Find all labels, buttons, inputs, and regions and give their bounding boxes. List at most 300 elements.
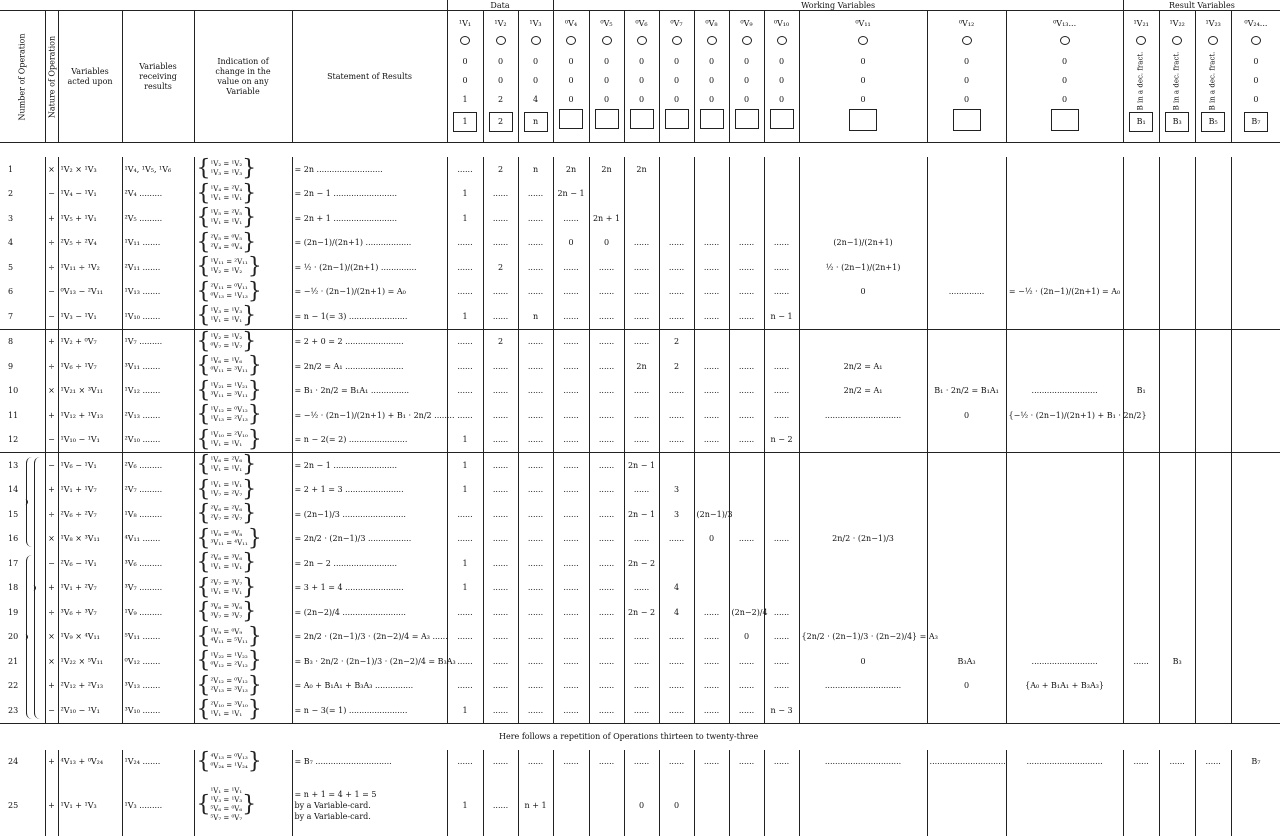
variable-value bbox=[927, 182, 1006, 207]
variable-value bbox=[694, 182, 729, 207]
variable-value bbox=[589, 182, 624, 207]
variable-value: 2n − 1 bbox=[553, 182, 589, 207]
variable-value bbox=[927, 354, 1006, 379]
left-brace-icon: { bbox=[196, 748, 211, 774]
initial-value: 0 bbox=[743, 57, 750, 66]
operation-row bbox=[0, 551, 1280, 576]
variable-value bbox=[799, 576, 927, 601]
variables-acted: ¹V₂ + ⁰V₇ bbox=[58, 329, 122, 354]
variable-value: ...... bbox=[483, 649, 518, 674]
variable-value: 0 bbox=[799, 649, 927, 674]
variable-column-header bbox=[799, 11, 927, 143]
variable-value: ...... bbox=[589, 329, 624, 354]
variable-value: ...... bbox=[589, 403, 624, 428]
variable-value: ...... bbox=[483, 551, 518, 576]
variables-receiving: ²V₁₀ ....... bbox=[122, 428, 194, 453]
variable-value: .............. bbox=[927, 280, 1006, 305]
indication-line: ²V₁₃ = ³V₁₃ bbox=[210, 685, 248, 694]
variable-value: ...... bbox=[483, 674, 518, 699]
statement-of-results: = A₀ + B₁A₁ + B₃A₃ ............... bbox=[292, 674, 447, 699]
column-circle-icon bbox=[1251, 36, 1261, 45]
variable-value: ...... bbox=[589, 649, 624, 674]
operation-nature: + bbox=[45, 478, 58, 503]
right-brace-icon: } bbox=[247, 525, 262, 551]
variable-value: ...... bbox=[764, 379, 799, 404]
indication-line: ¹V₂₁ = ¹V₂₁ bbox=[210, 381, 248, 390]
initial-value: 0 bbox=[708, 76, 715, 85]
variable-value: 2 bbox=[483, 329, 518, 354]
right-brace-icon: } bbox=[247, 697, 262, 723]
operation-nature: + bbox=[45, 774, 58, 836]
variable-column-header bbox=[1006, 11, 1123, 143]
indication-line: ¹V₈ = ⁰V₈ bbox=[210, 529, 243, 538]
spacer-row bbox=[0, 143, 1280, 158]
variable-value: 2n bbox=[624, 354, 659, 379]
variable-value: ...... bbox=[764, 649, 799, 674]
variable-value bbox=[927, 698, 1006, 723]
variable-value bbox=[799, 478, 927, 503]
indication-line: ¹V₁ = ¹V₁ bbox=[210, 465, 243, 474]
variable-value: ...... bbox=[483, 600, 518, 625]
operation-nature: + bbox=[45, 674, 58, 699]
variable-value: ...... bbox=[553, 304, 589, 329]
column-circle-icon bbox=[602, 36, 612, 45]
indication-line: ⁴V₁₁ = ⁵V₁₁ bbox=[210, 636, 248, 645]
variable-value bbox=[1231, 280, 1280, 305]
variable-value bbox=[659, 157, 694, 182]
statement-line: by a Variable-card. bbox=[294, 811, 371, 821]
statement-of-results: = ½ · (2n−1)/(2n+1) .............. bbox=[292, 255, 447, 280]
right-brace-icon: } bbox=[247, 377, 262, 403]
indication-line: ¹V₆ = ²V₆ bbox=[210, 456, 243, 465]
operation-row bbox=[0, 280, 1280, 305]
variables-acted: ¹V₁₁ ÷ ¹V₂ bbox=[58, 255, 122, 280]
variable-value bbox=[1006, 182, 1123, 207]
variable-value bbox=[729, 206, 764, 231]
variable-value: ...... bbox=[659, 625, 694, 650]
variable-name: ⁰V₂₄... bbox=[1244, 19, 1268, 28]
column-circle-icon bbox=[1172, 36, 1182, 45]
variable-value: ...... bbox=[447, 600, 483, 625]
variable-value: ...... bbox=[729, 750, 764, 775]
variable-value bbox=[1195, 379, 1231, 404]
variable-value bbox=[1231, 255, 1280, 280]
indication-cell bbox=[194, 206, 292, 231]
operation-nature: × bbox=[45, 379, 58, 404]
variable-value bbox=[1006, 551, 1123, 576]
variable-value: 2 bbox=[483, 255, 518, 280]
variable-value bbox=[1123, 551, 1159, 576]
operation-number: 17 bbox=[8, 558, 19, 568]
left-brace-icon: { bbox=[196, 501, 211, 527]
variable-value bbox=[1159, 255, 1195, 280]
variable-name: ⁰V₆ bbox=[635, 19, 648, 28]
variable-value: ...... bbox=[553, 600, 589, 625]
variable-value: 2n + 1 bbox=[589, 206, 624, 231]
variable-value bbox=[799, 698, 927, 723]
variables-receiving: ¹V₁₀ ....... bbox=[122, 304, 194, 329]
variable-value: = −½ · (2n−1)/(2n+1) = A₀ bbox=[1006, 280, 1123, 305]
value-box: n bbox=[524, 112, 548, 132]
variable-value: ...... bbox=[518, 750, 553, 775]
variable-value: ...... bbox=[729, 428, 764, 453]
variable-value: 0 bbox=[927, 674, 1006, 699]
variables-receiving: ²V₁₁ ....... bbox=[122, 255, 194, 280]
indication-cell bbox=[194, 750, 292, 775]
variables-receiving: ⁵V₁₁ ....... bbox=[122, 625, 194, 650]
variable-value: 2 bbox=[659, 354, 694, 379]
initial-value: 0 bbox=[963, 76, 970, 85]
variable-value: .......................... bbox=[1006, 649, 1123, 674]
variable-value: ...... bbox=[764, 750, 799, 775]
value-box bbox=[1051, 109, 1079, 131]
variable-value: ...... bbox=[589, 750, 624, 775]
variable-value: ...... bbox=[553, 206, 589, 231]
variable-value: ...... bbox=[659, 280, 694, 305]
statement-of-results: = 2n/2 · (2n−1)/3 ................. bbox=[292, 527, 447, 552]
variable-value: ...... bbox=[624, 231, 659, 256]
variable-value: B₁ bbox=[1123, 379, 1159, 404]
initial-value: 0 bbox=[778, 76, 785, 85]
operation-nature: × bbox=[45, 625, 58, 650]
variable-value: B₇ bbox=[1231, 750, 1280, 775]
variable-vertical-note: B in a dec. fract. bbox=[1136, 51, 1145, 110]
variable-value: ...... bbox=[764, 231, 799, 256]
variable-value: ...... bbox=[659, 428, 694, 453]
variable-value: ...... bbox=[729, 280, 764, 305]
operation-number: 23 bbox=[0, 698, 45, 723]
variable-value bbox=[927, 527, 1006, 552]
variable-value: .............................. bbox=[799, 750, 927, 775]
column-circle-icon bbox=[566, 36, 576, 45]
variables-receiving: ³V₁₀ ....... bbox=[122, 698, 194, 723]
variable-value bbox=[927, 231, 1006, 256]
statement-of-results: = 2n − 1 ......................... bbox=[292, 453, 447, 478]
variable-value: ...... bbox=[483, 478, 518, 503]
variable-value bbox=[1231, 182, 1280, 207]
variable-value: 2n bbox=[589, 157, 624, 182]
variable-value: n + 1 bbox=[518, 774, 553, 836]
variable-value bbox=[927, 600, 1006, 625]
operation-row bbox=[0, 625, 1280, 650]
variable-value bbox=[1159, 625, 1195, 650]
variable-value: ...... bbox=[518, 551, 553, 576]
variable-value bbox=[927, 206, 1006, 231]
variable-name: ⁰V₁₃... bbox=[1053, 19, 1077, 28]
operation-number: 11 bbox=[8, 410, 19, 420]
variable-value bbox=[1159, 551, 1195, 576]
variable-value: 0 bbox=[729, 625, 764, 650]
variable-value: ...... bbox=[659, 231, 694, 256]
variable-value bbox=[1006, 625, 1123, 650]
variable-value: ...... bbox=[694, 625, 729, 650]
variable-value: ...... bbox=[553, 280, 589, 305]
statement-of-results: = 2n/2 · (2n−1)/3 · (2n−2)/4 = A₃ ...... bbox=[292, 625, 447, 650]
variable-value: ...... bbox=[589, 698, 624, 723]
indication-cell bbox=[194, 674, 292, 699]
variable-value bbox=[1195, 625, 1231, 650]
variable-value: ...... bbox=[518, 453, 553, 478]
variable-value: 2n bbox=[624, 157, 659, 182]
operation-row bbox=[0, 674, 1280, 699]
variable-value bbox=[1231, 502, 1280, 527]
variables-acted: ¹V₁₂ + ¹V₁₃ bbox=[58, 403, 122, 428]
variable-value: ...... bbox=[659, 255, 694, 280]
variable-value bbox=[1231, 379, 1280, 404]
variable-value: ...... bbox=[624, 403, 659, 428]
initial-value: 0 bbox=[497, 57, 504, 66]
variables-acted: ¹V₃ − ¹V₁ bbox=[58, 304, 122, 329]
indication-line: ¹V₁₁ = ²V₁₁ bbox=[210, 258, 248, 267]
variable-value bbox=[1195, 354, 1231, 379]
value-box: B₅ bbox=[1201, 112, 1225, 132]
statement-of-results: = n − 2(= 2) ....................... bbox=[292, 428, 447, 453]
variable-value bbox=[659, 206, 694, 231]
indication-line: ¹V₁ = ¹V₁ bbox=[210, 193, 243, 202]
variables-receiving: ²V₅ ......... bbox=[122, 206, 194, 231]
variable-value: ...... bbox=[483, 576, 518, 601]
initial-value: 0 bbox=[860, 76, 866, 85]
variables-receiving: ¹V₁₃ ....... bbox=[122, 280, 194, 305]
indication-line: ²V₁₂ = ⁰V₁₂ bbox=[210, 676, 248, 685]
variable-value: ...... bbox=[483, 750, 518, 775]
variable-value: ...... bbox=[764, 280, 799, 305]
variables-receiving: ³V₇ ......... bbox=[122, 576, 194, 601]
indication-cell bbox=[194, 625, 292, 650]
variable-value: ...... bbox=[447, 354, 483, 379]
variable-name: ¹V₁ bbox=[458, 19, 472, 28]
variable-value: 2n/2 = A₁ bbox=[799, 379, 927, 404]
initial-value: 0 bbox=[673, 57, 680, 66]
operation-number: 22 bbox=[8, 681, 19, 691]
variable-value: ...... bbox=[694, 354, 729, 379]
variable-value bbox=[1159, 576, 1195, 601]
operation-nature: + bbox=[45, 576, 58, 601]
variable-value: n − 3 bbox=[764, 698, 799, 723]
initial-value: 0 bbox=[638, 76, 645, 85]
variable-value: ...... bbox=[694, 379, 729, 404]
left-brace-icon: { bbox=[196, 574, 211, 600]
initial-value: 0 bbox=[778, 57, 785, 66]
variables-receiving: ¹V₉ ......... bbox=[122, 600, 194, 625]
initial-value: 0 bbox=[603, 95, 610, 104]
variable-value bbox=[1006, 502, 1123, 527]
variable-value bbox=[1123, 502, 1159, 527]
column-circle-icon bbox=[531, 36, 541, 45]
variable-value: ...... bbox=[764, 354, 799, 379]
indication-cell bbox=[194, 478, 292, 503]
variable-value bbox=[1006, 428, 1123, 453]
variable-value: ...... bbox=[553, 255, 589, 280]
variable-value: ...... bbox=[764, 674, 799, 699]
variable-value: .............................. bbox=[1006, 750, 1123, 775]
variable-value: 1 bbox=[447, 428, 483, 453]
variable-value: ...... bbox=[518, 649, 553, 674]
variable-value: ...... bbox=[659, 379, 694, 404]
variable-value: ...... bbox=[447, 403, 483, 428]
operation-row bbox=[0, 698, 1280, 723]
operation-number: 16 bbox=[8, 534, 19, 544]
initial-value: 0 bbox=[497, 76, 504, 85]
variables-receiving: ²V₆ ......... bbox=[122, 453, 194, 478]
variable-value: ...... bbox=[659, 698, 694, 723]
indication-line: ¹V₂ = ¹V₂ bbox=[210, 267, 243, 276]
variable-value: ...... bbox=[694, 280, 729, 305]
value-box: B₃ bbox=[1165, 112, 1189, 132]
indication-cell bbox=[194, 502, 292, 527]
variable-value: ...... bbox=[483, 698, 518, 723]
indication-cell bbox=[194, 649, 292, 674]
variable-value: ...... bbox=[553, 329, 589, 354]
variable-value bbox=[1231, 304, 1280, 329]
operation-row bbox=[0, 774, 1280, 836]
operation-row bbox=[0, 502, 1280, 527]
variable-value bbox=[1195, 206, 1231, 231]
operation-nature: − bbox=[45, 304, 58, 329]
variable-value bbox=[799, 551, 927, 576]
variable-value bbox=[764, 157, 799, 182]
operation-row bbox=[0, 329, 1280, 354]
variable-value: ...... bbox=[518, 403, 553, 428]
variable-value: ...... bbox=[553, 674, 589, 699]
variable-value: ...... bbox=[518, 698, 553, 723]
variable-value bbox=[1159, 329, 1195, 354]
variable-value: n − 1 bbox=[764, 304, 799, 329]
operation-nature: + bbox=[45, 750, 58, 775]
variable-value bbox=[799, 182, 927, 207]
column-circle-icon bbox=[496, 36, 506, 45]
variables-receiving: ⁰V₁₂ ....... bbox=[122, 649, 194, 674]
indication-cell bbox=[194, 231, 292, 256]
header-indication: Indication of change in the value on any Variable bbox=[194, 11, 292, 143]
variable-value bbox=[1195, 698, 1231, 723]
variable-value bbox=[1159, 428, 1195, 453]
variable-column-header bbox=[483, 11, 518, 143]
initial-value: 0 bbox=[1253, 95, 1259, 104]
operation-row bbox=[0, 576, 1280, 601]
variable-value bbox=[624, 182, 659, 207]
initial-value: 0 bbox=[708, 95, 715, 104]
operation-number: 7 bbox=[0, 304, 45, 329]
variable-value: ...... bbox=[553, 750, 589, 775]
variable-value: ...... bbox=[694, 649, 729, 674]
variable-value: ...... bbox=[659, 527, 694, 552]
indication-line: ³V₁₁ = ⁴V₁₁ bbox=[210, 538, 248, 547]
initial-value: 0 bbox=[673, 95, 680, 104]
initial-value: 0 bbox=[743, 95, 750, 104]
variable-name: ⁰V₁₂ bbox=[958, 19, 975, 28]
variables-acted: ¹V₂₁ × ³V₁₁ bbox=[58, 379, 122, 404]
variables-receiving: ¹V₂₄ ....... bbox=[122, 750, 194, 775]
variable-column-header bbox=[1123, 11, 1159, 143]
variable-value bbox=[729, 182, 764, 207]
operation-row bbox=[0, 157, 1280, 182]
variable-value bbox=[764, 182, 799, 207]
variables-receiving: ¹V₄, ¹V₅, ¹V₆ bbox=[122, 157, 194, 182]
variable-value bbox=[1231, 403, 1280, 428]
initial-value: 0 bbox=[673, 76, 680, 85]
statement-of-results: = 2 + 0 = 2 ....................... bbox=[292, 329, 447, 354]
indication-line: ³V₇ = ³V₇ bbox=[210, 612, 243, 621]
variable-value: ...... bbox=[624, 329, 659, 354]
variable-value: ...... bbox=[694, 698, 729, 723]
variable-value bbox=[1123, 453, 1159, 478]
variable-value bbox=[1195, 774, 1231, 836]
variable-value bbox=[1123, 428, 1159, 453]
variable-value bbox=[1006, 774, 1123, 836]
operation-row bbox=[0, 428, 1280, 453]
initial-value: 0 bbox=[603, 57, 610, 66]
indication-line: ²V₆ = ²V₆ bbox=[210, 505, 243, 514]
variable-value: 2 bbox=[659, 329, 694, 354]
operation-nature: − bbox=[45, 280, 58, 305]
indication-line: ¹V₆ = ¹V₆ bbox=[210, 357, 243, 366]
indication-line: ¹V₉ = ⁰V₉ bbox=[210, 627, 243, 636]
variable-value: ...... bbox=[694, 231, 729, 256]
variable-value: ...... bbox=[518, 280, 553, 305]
variable-value: 0 bbox=[694, 527, 729, 552]
left-brace-icon: { bbox=[196, 205, 211, 231]
variable-value bbox=[729, 478, 764, 503]
variable-value: ...... bbox=[518, 329, 553, 354]
value-box bbox=[849, 109, 877, 131]
indication-cell bbox=[194, 551, 292, 576]
initial-value: 0 bbox=[638, 95, 645, 104]
variable-value bbox=[1195, 182, 1231, 207]
value-box: B₇ bbox=[1244, 112, 1268, 132]
variable-value: ...... bbox=[483, 231, 518, 256]
variable-value: ...... bbox=[1159, 750, 1195, 775]
variable-value: ...... bbox=[483, 403, 518, 428]
indication-cell bbox=[194, 527, 292, 552]
variable-value: ...... bbox=[694, 304, 729, 329]
variable-value: ...... bbox=[589, 674, 624, 699]
variable-value: ...... bbox=[483, 502, 518, 527]
variable-value bbox=[1006, 600, 1123, 625]
value-box: 2 bbox=[489, 112, 513, 132]
variable-value bbox=[729, 329, 764, 354]
variable-column-header bbox=[1195, 11, 1231, 143]
variable-value: ...... bbox=[447, 625, 483, 650]
variable-value: ...... bbox=[447, 674, 483, 699]
indication-line: ³V₆ = ³V₆ bbox=[210, 603, 243, 612]
variable-value: 4 bbox=[659, 600, 694, 625]
indication-cell bbox=[194, 600, 292, 625]
variable-value bbox=[1231, 428, 1280, 453]
variables-acted: ¹V₈ × ³V₁₁ bbox=[58, 527, 122, 552]
group-result: Result Variables bbox=[1123, 0, 1280, 11]
indication-line: ¹V₁ = ¹V₁ bbox=[210, 563, 243, 572]
column-circle-icon bbox=[742, 36, 752, 45]
value-box bbox=[700, 109, 724, 129]
indication-cell bbox=[194, 774, 292, 836]
variable-value: ...... bbox=[624, 576, 659, 601]
operation-number: 9 bbox=[8, 361, 14, 371]
variable-value bbox=[1195, 304, 1231, 329]
initial-value: 0 bbox=[568, 76, 574, 85]
variable-value bbox=[1195, 478, 1231, 503]
operation-row bbox=[0, 354, 1280, 379]
variable-name: ¹V₃ bbox=[529, 19, 542, 28]
variable-value bbox=[1159, 304, 1195, 329]
indication-cell bbox=[194, 403, 292, 428]
variable-value bbox=[1231, 600, 1280, 625]
operation-nature: ÷ bbox=[45, 255, 58, 280]
variable-value bbox=[1159, 600, 1195, 625]
variables-acted: ¹V₆ − ¹V₁ bbox=[58, 453, 122, 478]
indication-line: ²V₅ = ⁰V₅ bbox=[210, 233, 243, 242]
left-brace-icon: { bbox=[196, 278, 211, 304]
